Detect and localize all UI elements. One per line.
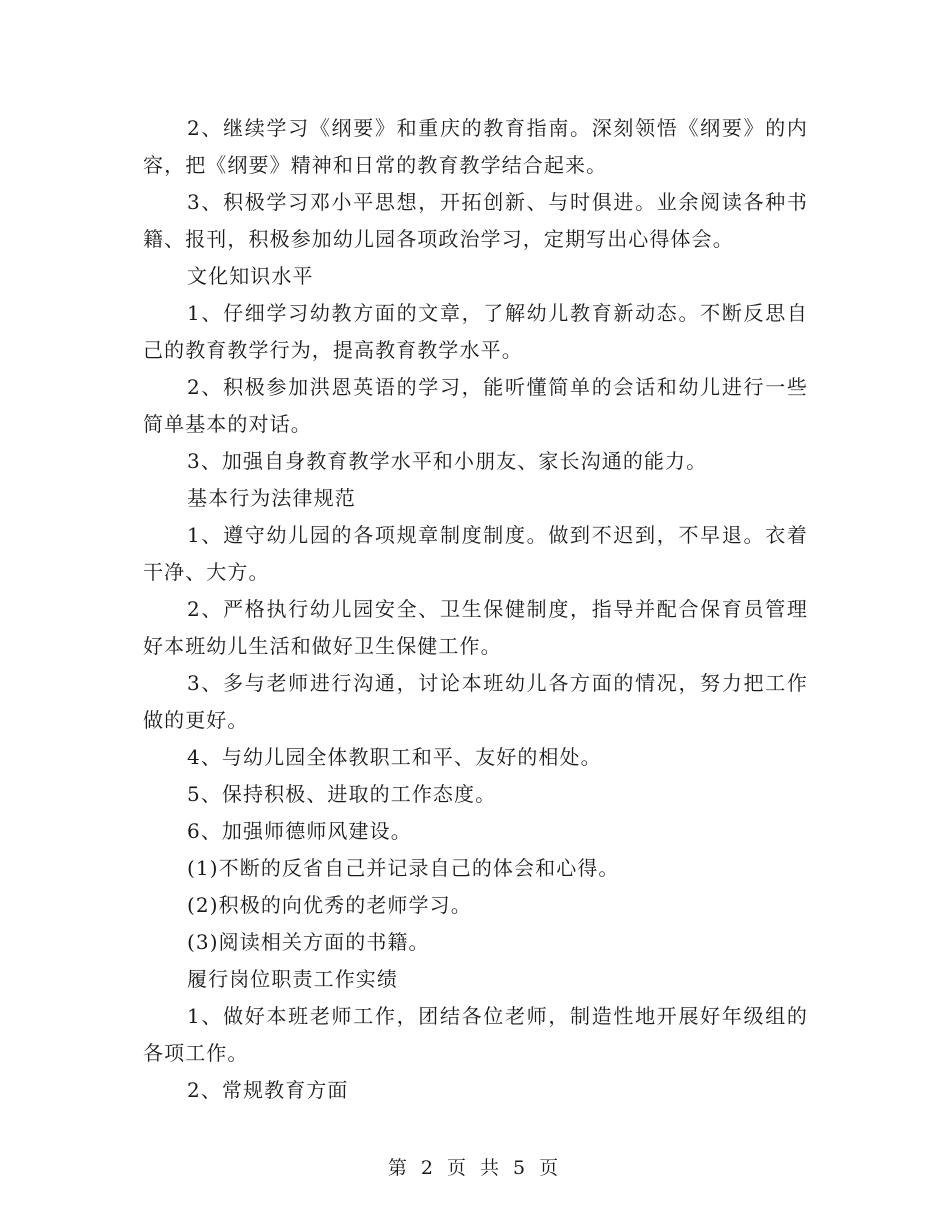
paragraph: 2、积极参加洪恩英语的学习，能听懂简单的会话和幼儿进行一些简单基本的对话。 (143, 375, 808, 436)
sub-item: (1)不断的反省自己并记录自己的体会和心得。 (187, 856, 620, 880)
page-footer: 第 2 页 共 5 页 (387, 1157, 563, 1179)
section-heading: 履行岗位职责工作实绩 (187, 967, 398, 991)
paragraph: 1、遵守幼儿园的各项规章制度制度。做到不迟到，不早退。衣着干净、大方。 (143, 523, 808, 584)
paragraph: 4、与幼儿园全体教职工和平、友好的相处。 (187, 745, 602, 769)
section-heading: 基本行为法律规范 (187, 486, 356, 510)
sub-item: (3)阅读相关方面的书籍。 (187, 930, 430, 954)
document-body (143, 110, 808, 1109)
paragraph: 2、继续学习《纲要》和重庆的教育指南。深刻领悟《纲要》的内容，把《纲要》精神和日常的教育教学结合起来。 (143, 116, 808, 177)
section-heading: 文化知识水平 (187, 264, 314, 288)
paragraph: 2、严格执行幼儿园安全、卫生保健制度，指导并配合保育员管理好本班幼儿生活和做好卫生保健工作。 (143, 597, 808, 658)
paragraph: 3、加强自身教育教学水平和小朋友、家长沟通的能力。 (187, 449, 708, 473)
paragraph: 5、保持积极、进取的工作态度。 (187, 782, 497, 806)
paragraph: 2、常规教育方面 (187, 1078, 349, 1102)
sub-item: (2)积极的向优秀的老师学习。 (187, 893, 472, 917)
paragraph: 3、多与老师进行沟通，讨论本班幼儿各方面的情况，努力把工作做的更好。 (143, 671, 808, 732)
paragraph: 1、做好本班老师工作，团结各位老师，制造性地开展好年级组的各项工作。 (143, 1004, 808, 1065)
paragraph: 6、加强师德师风建设。 (187, 819, 412, 843)
paragraph: 3、积极学习邓小平思想，开拓创新、与时俱进。业余阅读各种书籍、报刊，积极参加幼儿园各项政治学习，定期写出心得体会。 (143, 190, 808, 251)
paragraph: 1、仔细学习幼教方面的文章，了解幼儿教育新动态。不断反思自己的教育教学行为，提高教育教学水平。 (143, 301, 808, 362)
